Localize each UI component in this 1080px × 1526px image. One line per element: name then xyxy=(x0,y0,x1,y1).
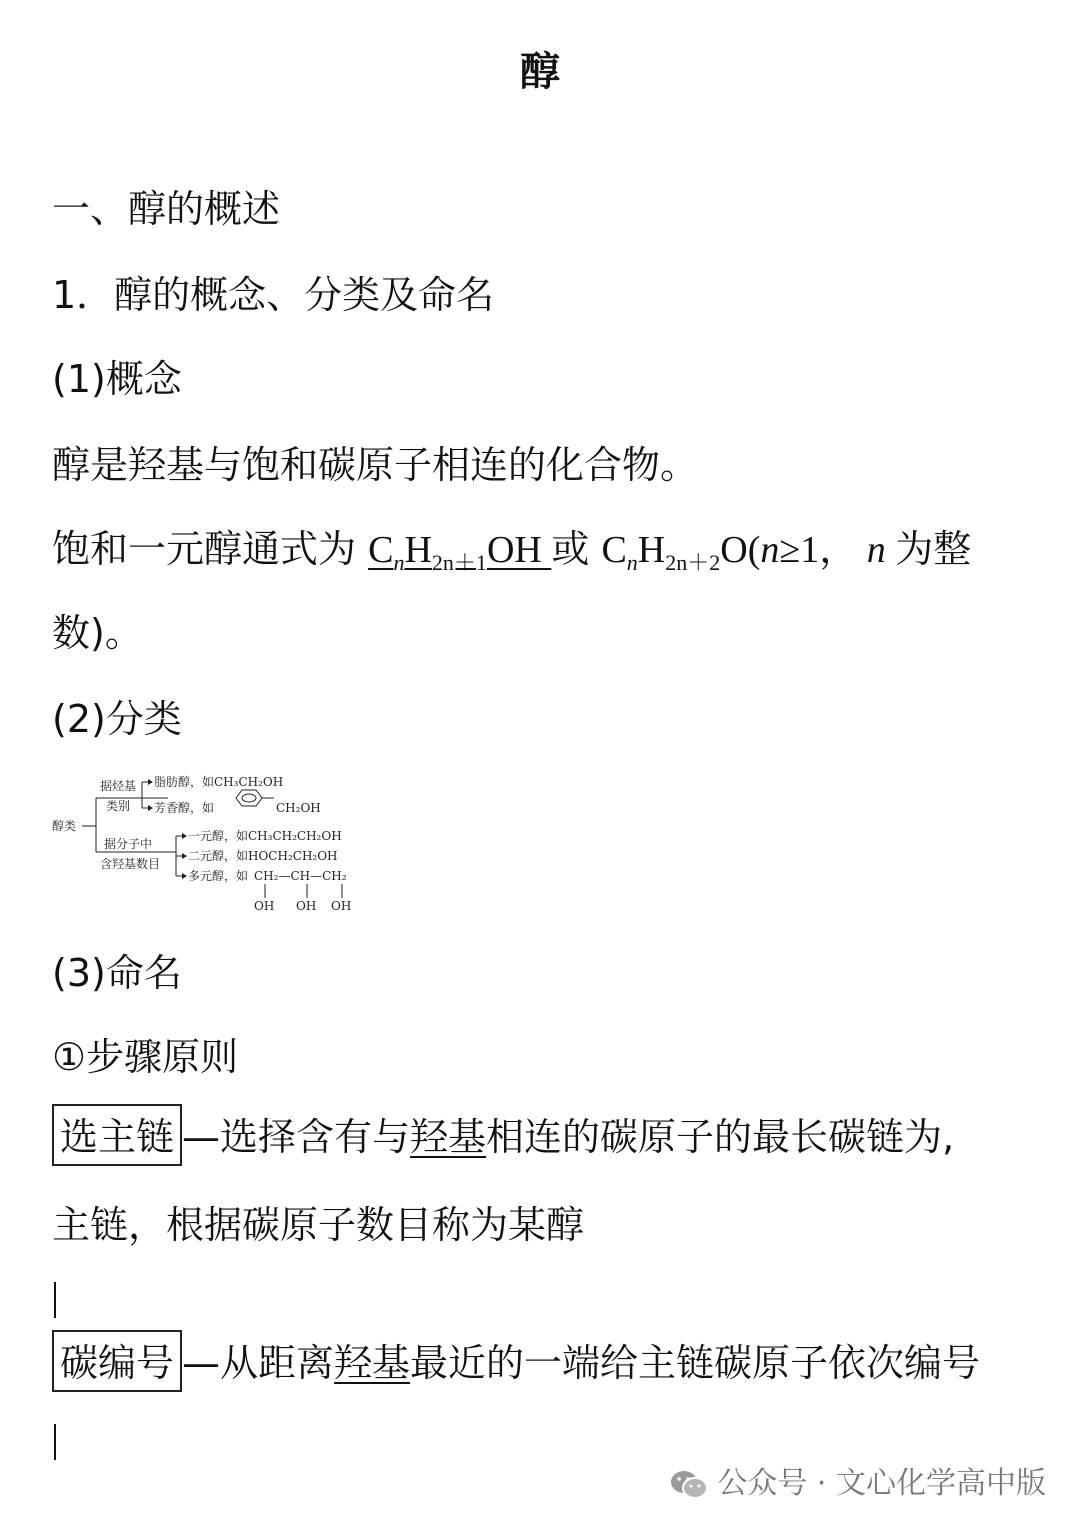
step-box-number: 碳编号 xyxy=(52,1330,182,1392)
formula-suffix: 为整 xyxy=(895,527,972,571)
flow-connector xyxy=(54,1424,56,1460)
naming-heading: (3)命名 xyxy=(52,951,182,995)
step-select-line2: 主链，根据碳原子数目称为某醇 xyxy=(52,1203,585,1247)
concept-heading: (1)概念 xyxy=(52,357,182,401)
diagram-branch1-line2: 类别 xyxy=(106,799,131,813)
flow-connector xyxy=(54,1282,56,1318)
diagram-branch2-line2: 含羟基数目 xyxy=(100,857,161,871)
concept-text: 醇是羟基与饱和碳原子相连的化合物。 xyxy=(52,443,699,487)
diagram-leaf-dihydric: 二元醇，如HOCH₂CH₂OH xyxy=(188,849,338,863)
diagram-oh-1: OH xyxy=(254,899,275,913)
formula-alt: $C_nH_{2n+2}O(n\ge 1$， n xyxy=(601,529,886,575)
classification-diagram xyxy=(48,768,368,918)
section-heading: 一、醇的概述 xyxy=(52,187,281,231)
diagram-leaf-aliphatic: 脂肪醇，如CH₃CH₂OH xyxy=(154,775,284,789)
formula-line xyxy=(52,524,971,575)
step-select-main-chain: 选主链 —选择含有与羟基相连的碳原子的最长碳链为, xyxy=(52,1104,954,1166)
diagram-branch1-line1: 据烃基 xyxy=(100,779,137,793)
diagram-root: 醇类 xyxy=(52,819,77,833)
formula-or: 或 xyxy=(551,527,590,571)
diagram-leaf-aromatic-pre: 芳香醇，如 xyxy=(154,801,215,815)
formula-prefix: 饱和一元醇通式为 xyxy=(52,527,357,571)
classify-heading: (2)分类 xyxy=(52,697,182,741)
page-title: 醇 xyxy=(520,49,560,95)
diagram-leaf-aromatic-post: CH₂OH xyxy=(276,801,321,815)
step-number-carbons: 碳编号 —从距离羟基最近的一端给主链碳原子依次编号 xyxy=(52,1330,980,1392)
diagram-leaf-polyhydric-pre: 多元醇，如 xyxy=(188,869,249,883)
diagram-leaf-polyhydric-chain: CH₂—CH—CH₂ xyxy=(254,869,347,883)
diagram-leaf-monohydric: 一元醇，如CH₃CH₂CH₂OH xyxy=(188,829,342,843)
watermark: 公众号 · 文心化学高中版 xyxy=(669,1458,1046,1502)
formula-wrap: 数)。 xyxy=(52,611,143,655)
diagram-oh-2: OH xyxy=(296,899,317,913)
formula-answer: $C_nH_{2n+1}OH$ xyxy=(368,529,542,575)
steps-heading: ①步骤原则 xyxy=(52,1035,239,1079)
wechat-icon xyxy=(669,1468,709,1502)
diagram-branch2-line1: 据分子中 xyxy=(104,837,153,851)
subsection-heading: 1．醇的概念、分类及命名 xyxy=(52,273,495,317)
step-box-select: 选主链 xyxy=(52,1104,182,1166)
diagram-oh-3: OH xyxy=(331,899,352,913)
